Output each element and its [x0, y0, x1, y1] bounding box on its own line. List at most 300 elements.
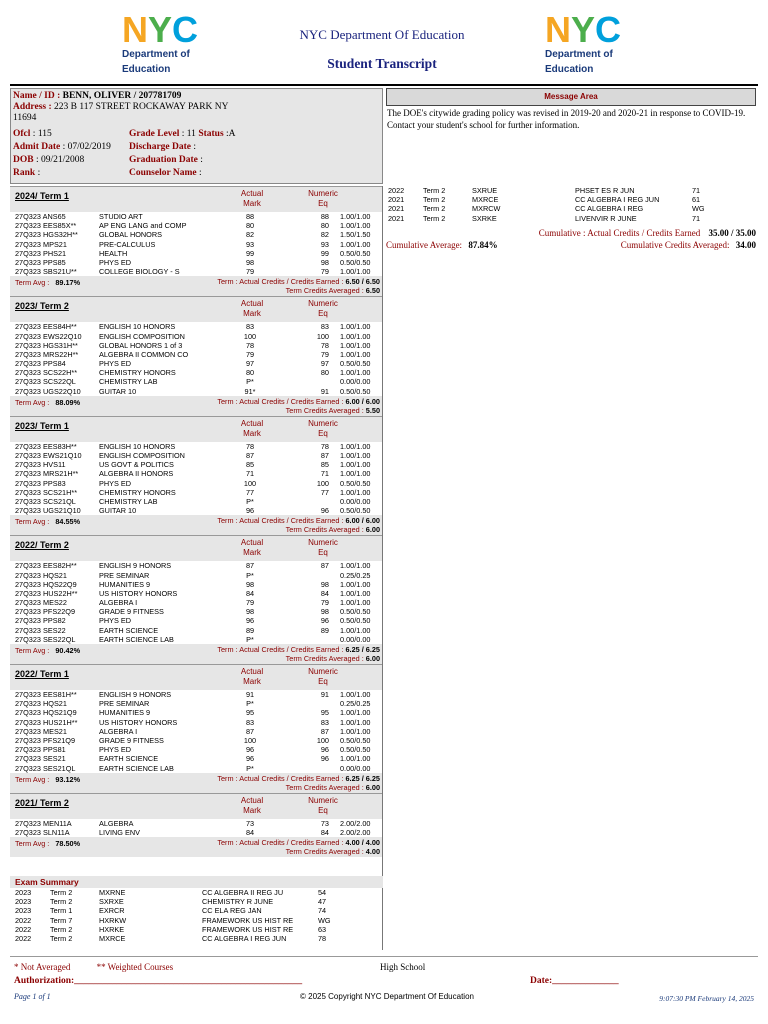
- course-eq: 83: [320, 322, 329, 332]
- course-title: GLOBAL HONORS 1 of 3: [99, 340, 183, 350]
- course-code: 27Q323 EES82H**: [15, 561, 77, 571]
- course-credits: 0.50/0.50: [340, 745, 371, 755]
- course-mark: 97: [245, 359, 255, 369]
- course-code: 27Q323 EES85X**: [15, 221, 77, 231]
- dob-label: DOB: [13, 155, 34, 165]
- exam-term: Term 7: [50, 915, 73, 925]
- course-code: 27Q323 SCS22H**: [15, 368, 78, 378]
- course-title: ENGLISH 9 HONORS: [99, 690, 172, 699]
- course-code: 27Q323 HGS32H**: [15, 230, 78, 240]
- exam-code: SXRXE: [99, 897, 124, 907]
- course-eq: 93: [320, 239, 329, 249]
- course-mark: 77: [245, 487, 255, 497]
- course-mark: 78: [245, 441, 255, 451]
- course-credits: 0.50/0.50: [340, 478, 371, 488]
- logo-dept-line2: Education: [545, 64, 594, 75]
- nyc-logo-letters: [122, 9, 208, 50]
- course-title: COLLEGE BIOLOGY - S: [99, 267, 180, 277]
- term-credits-line: [217, 645, 380, 654]
- course-eq: 100: [316, 735, 329, 745]
- course-row: [10, 497, 382, 506]
- course-title: PRE SEMINAR: [99, 699, 150, 709]
- course-row: [10, 230, 382, 239]
- term-credits: [217, 516, 380, 534]
- page-subtitle: Student Transcript: [327, 56, 437, 71]
- course-row: [10, 745, 382, 754]
- course-eq: 77: [320, 487, 329, 497]
- course-mark: 89: [245, 625, 255, 635]
- course-mark: 84: [245, 827, 255, 837]
- address-line1: 223 B 117 STREET ROCKAWAY PARK NY: [54, 102, 229, 112]
- exam-code: MXRCW: [472, 204, 501, 214]
- course-title: PHYS ED: [99, 616, 132, 626]
- course-credits: 0.50/0.50: [340, 607, 371, 617]
- term-averaged-label: Term Credits Averaged :: [285, 782, 364, 792]
- course-row: [10, 442, 382, 451]
- exam-year: 2022: [15, 933, 32, 943]
- right-exam-rows: [386, 186, 758, 223]
- authorization-line: Authorization:________________________________________________: [14, 976, 303, 986]
- course-mark: 80: [245, 368, 255, 378]
- actual-label: Actual: [240, 667, 264, 676]
- exam-code: MXRCE: [99, 933, 126, 943]
- course-code: 27Q323 PPS81: [15, 745, 66, 755]
- course-credits: 0.00/0.00: [340, 763, 371, 773]
- term-averaged-line: [217, 286, 380, 295]
- course-mark: 96: [245, 745, 255, 755]
- exam-year: 2022: [15, 915, 32, 925]
- course-credits: 0.00/0.00: [340, 377, 371, 387]
- course-mark: 96: [245, 754, 255, 764]
- course-eq: 99: [320, 248, 329, 258]
- course-code: 27Q323 SCS21QL: [15, 496, 76, 506]
- term-avg-label: Term Avg :: [15, 646, 50, 655]
- term-header: [10, 793, 382, 819]
- term-average: [15, 398, 80, 407]
- mark-label: Mark: [243, 199, 261, 208]
- cumulative-averaged-value: 34.00: [735, 240, 756, 250]
- term-footer: [10, 396, 382, 416]
- course-title: ENGLISH COMPOSITION: [99, 331, 185, 341]
- logo-letter-y: Y: [571, 9, 594, 50]
- course-row: [10, 387, 382, 396]
- course-code: 27Q323 PPS82: [15, 616, 66, 626]
- term-credits-label: Term : Actual Credits / Credits Earned :: [217, 645, 344, 654]
- course-eq: 80: [320, 221, 329, 231]
- term-avg-value: 89.17%: [55, 278, 81, 288]
- exam-description: PHSET ES R JUN: [575, 186, 635, 195]
- course-mark: P*: [246, 570, 254, 580]
- name-label: Name / ID: [13, 91, 55, 101]
- term-footer: [10, 837, 382, 857]
- course-row: [10, 754, 382, 763]
- exam-description: CC ALGEBRA I REG: [575, 204, 644, 214]
- exam-year: 2023: [15, 888, 32, 897]
- term-footer: [10, 644, 382, 664]
- copyright: © 2025 Copyright NYC Department Of Education: [300, 992, 474, 1001]
- cumulative-credits-label: Cumulative : Actual Credits / Credits Earned: [538, 228, 701, 238]
- course-code: 27Q323 PPS84: [15, 359, 66, 369]
- exam-description: FRAMEWORK US HIST RE: [202, 915, 294, 925]
- exam-description: FRAMEWORK US HIST RE: [202, 924, 294, 934]
- course-title: EARTH SCIENCE: [99, 754, 159, 764]
- exam-year: 2021: [388, 195, 405, 205]
- course-title: ENGLISH 10 HONORS: [99, 441, 176, 451]
- exam-summary: [10, 876, 383, 943]
- ofcl-label: Ofcl: [13, 129, 31, 139]
- course-credits: 1.00/1.00: [340, 588, 371, 598]
- term-credits-label: Term : Actual Credits / Credits Earned :: [217, 838, 344, 848]
- course-credits: 0.50/0.50: [340, 248, 371, 258]
- course-code: 27Q323 PFS22Q9: [15, 607, 76, 617]
- course-mark: 85: [245, 460, 255, 470]
- course-eq: 87: [320, 726, 329, 736]
- course-title: PHYS ED: [99, 745, 132, 755]
- course-row: [10, 727, 382, 736]
- grade-value: 11: [186, 129, 196, 139]
- course-mark: 93: [245, 239, 255, 249]
- counselor-row: Counselor Name :: [129, 168, 202, 178]
- course-eq: 79: [320, 349, 329, 359]
- course-eq: 89: [320, 625, 329, 635]
- exam-summary-rows: [10, 888, 383, 943]
- cumulative-averaged: [621, 240, 756, 250]
- message-line2: Contact your student's school for further information.: [387, 119, 580, 130]
- course-code: 27Q323 MES22: [15, 598, 67, 608]
- numeric-label: Numeric: [308, 795, 338, 805]
- term-header: [10, 664, 382, 690]
- course-title: EARTH SCIENCE LAB: [99, 763, 174, 773]
- exam-year: 2021: [388, 204, 405, 214]
- course-eq: 97: [320, 359, 329, 369]
- course-eq: 83: [320, 717, 329, 727]
- course-mark: 73: [245, 818, 255, 828]
- grade-label: Grade Level: [129, 129, 180, 139]
- course-eq: 82: [320, 230, 329, 240]
- exam-description: CC ALGEBRA I REG JUN: [202, 933, 287, 943]
- admit-row: Admit Date : 07/02/2019: [13, 142, 111, 152]
- course-mark: 100: [243, 331, 257, 341]
- course-mark: 87: [245, 451, 255, 460]
- course-credits: 1.00/1.00: [340, 690, 371, 699]
- actual-mark-header: [237, 667, 267, 687]
- weighted-note: ** Weighted Courses: [96, 962, 174, 972]
- course-row: [10, 377, 382, 386]
- actual-mark-header: [237, 299, 267, 319]
- message-line1: The DOE's citywide grading policy was revised in 2019-20 and 2020-21 in response to COVID-19.: [387, 108, 746, 118]
- term-header: [10, 416, 382, 442]
- course-code: 27Q323 UGS21Q10: [15, 506, 81, 516]
- term-credits-label: Term : Actual Credits / Credits Earned :: [217, 396, 344, 406]
- course-mark: 83: [245, 717, 255, 727]
- exam-year: 2022: [15, 924, 32, 934]
- course-row: [10, 322, 382, 331]
- course-eq: 71: [320, 469, 329, 479]
- mark-label: Mark: [243, 309, 261, 319]
- course-code: 27Q323 SES22QL: [15, 634, 76, 644]
- exam-term: Term 2: [423, 186, 446, 195]
- term-average: [15, 839, 80, 848]
- numeric-label: Numeric: [308, 667, 338, 676]
- course-eq: 85: [320, 460, 329, 470]
- term-footer: [10, 276, 382, 296]
- course-code: 27Q323 HQS21Q9: [15, 708, 77, 718]
- not-averaged-note: * Not Averaged: [14, 962, 71, 972]
- course-title: ENGLISH 9 HONORS: [99, 561, 172, 571]
- term-averaged-label: Term Credits Averaged :: [285, 525, 364, 535]
- course-code: 27Q323 SCS22QL: [15, 377, 76, 387]
- term-name: 2022/ Term 2: [15, 540, 69, 551]
- term-credits-value: 6.25 / 6.25: [345, 645, 380, 654]
- logo-letter-c: C: [172, 9, 197, 50]
- course-title: PHYS ED: [99, 359, 132, 369]
- term-header: [10, 535, 382, 561]
- term-avg-label: Term Avg :: [15, 397, 50, 407]
- logo-dept-line1: Department of: [545, 49, 613, 60]
- course-title: CHEMISTRY LAB: [99, 496, 158, 506]
- exam-term: Term 2: [50, 888, 73, 897]
- course-code: 27Q323 MES21: [15, 726, 67, 736]
- course-title: ALGEBRA: [99, 818, 134, 828]
- term-section: [10, 296, 382, 416]
- logo-dept-line2: Education: [122, 64, 171, 75]
- numeric-eq-header: [306, 667, 340, 687]
- course-eq: 98: [320, 579, 329, 589]
- exam-summary-title: Exam Summary: [10, 876, 383, 888]
- exam-term: Term 2: [50, 933, 73, 943]
- numeric-label: Numeric: [308, 299, 338, 309]
- term-averaged-line: [217, 783, 380, 792]
- cumulative-average: [386, 240, 498, 250]
- exam-score: 74: [318, 906, 327, 916]
- actual-label: Actual: [240, 538, 264, 548]
- exam-score: 61: [692, 195, 701, 205]
- course-row: [10, 699, 382, 708]
- course-credits: 0.50/0.50: [340, 506, 371, 516]
- logo-letter-c: C: [595, 9, 620, 50]
- exam-score: WG: [318, 915, 331, 925]
- student-info-box: [10, 88, 383, 184]
- term-averaged-line: [217, 654, 380, 663]
- course-credits: 0.50/0.50: [340, 359, 371, 369]
- course-eq: 88: [320, 212, 329, 221]
- term-credits: [217, 397, 380, 415]
- course-code: 27Q323 SES21QL: [15, 763, 76, 773]
- course-row: [10, 626, 382, 635]
- term-average: [15, 646, 80, 655]
- term-credits-value: 6.00 / 6.00: [345, 396, 380, 406]
- admit-label: Admit Date: [13, 142, 61, 152]
- course-row: [10, 488, 382, 497]
- course-credits: 1.00/1.00: [340, 726, 371, 736]
- course-mark: 96: [245, 506, 255, 516]
- term-averaged-value: 6.00: [365, 525, 380, 535]
- mark-label: Mark: [243, 548, 261, 558]
- term-section: [10, 793, 382, 857]
- actual-mark-header: [237, 538, 267, 558]
- term-averaged-value: 6.50: [365, 286, 380, 296]
- footer-divider: [10, 956, 758, 957]
- course-title: GRADE 9 FITNESS: [99, 607, 164, 617]
- course-eq: 95: [320, 708, 329, 718]
- course-title: GRADE 9 FITNESS: [99, 735, 164, 745]
- course-row: [10, 341, 382, 350]
- term-section: [10, 664, 382, 793]
- course-row: [10, 718, 382, 727]
- page-number: Page 1 of 1: [14, 992, 51, 1001]
- course-title: US GOVT & POLITICS: [99, 460, 174, 470]
- course-mark: P*: [246, 763, 254, 773]
- exam-term: Term 2: [423, 195, 446, 205]
- term-credits-line: [217, 774, 380, 783]
- status-label: Status: [198, 129, 224, 139]
- exam-score: 54: [318, 888, 327, 897]
- course-credits: 1.00/1.00: [340, 487, 371, 497]
- course-row: [10, 561, 382, 570]
- course-credits: 1.00/1.00: [340, 717, 371, 727]
- exam-year: 2021: [388, 213, 405, 223]
- course-row: [10, 258, 382, 267]
- course-credits: 1.00/1.00: [340, 754, 371, 764]
- message-area-body: [387, 108, 757, 131]
- term-average: [15, 278, 80, 287]
- course-mark: P*: [246, 699, 254, 709]
- term-average: [15, 517, 80, 526]
- exam-row: [386, 204, 758, 213]
- course-eq: 73: [320, 818, 329, 828]
- course-title: GUITAR 10: [99, 506, 137, 516]
- term-footer: [10, 773, 382, 793]
- term-credits-line: [217, 397, 380, 406]
- term-name: 2023/ Term 2: [15, 301, 69, 312]
- course-mark: 79: [245, 267, 255, 277]
- mark-label: Mark: [243, 428, 261, 438]
- course-credits: 0.00/0.00: [340, 496, 371, 506]
- course-mark: 91*: [244, 386, 256, 396]
- term-avg-label: Term Avg :: [15, 278, 50, 288]
- term-averaged-value: 6.00: [365, 782, 380, 792]
- course-title: GUITAR 10: [99, 386, 137, 396]
- course-credits: 1.00/1.00: [340, 368, 371, 378]
- actual-mark-header: [237, 419, 267, 439]
- term-credits-label: Term : Actual Credits / Credits Earned :: [217, 516, 344, 526]
- term-avg-label: Term Avg :: [15, 517, 50, 527]
- course-title: ALGEBRA II HONORS: [99, 469, 174, 479]
- course-mark: 98: [245, 257, 255, 267]
- course-mark: 100: [243, 735, 257, 745]
- course-credits: 2.00/2.00: [340, 827, 371, 837]
- course-credits: 0.50/0.50: [340, 386, 371, 396]
- course-title: US HISTORY HONORS: [99, 717, 178, 727]
- exam-row: [10, 897, 383, 906]
- exam-code: EXRCR: [99, 906, 125, 916]
- course-credits: 1.00/1.00: [340, 239, 371, 249]
- numeric-eq-header: [306, 796, 340, 816]
- exam-year: 2023: [15, 897, 32, 907]
- course-title: ALGEBRA II COMMON CO: [99, 349, 189, 359]
- term-averaged-label: Term Credits Averaged :: [285, 654, 364, 663]
- term-credits: [217, 277, 380, 295]
- exam-term: Term 2: [50, 897, 73, 907]
- high-school-label: High School: [380, 962, 426, 972]
- term-name: 2022/ Term 1: [15, 669, 69, 679]
- course-eq: 100: [316, 478, 329, 488]
- course-row: [10, 479, 382, 488]
- course-row: [10, 267, 382, 276]
- exam-row: [386, 214, 758, 223]
- exam-description: CHEMISTRY R JUNE: [202, 897, 274, 907]
- exam-term: Term 2: [423, 213, 446, 223]
- course-code: 27Q323 ANS65: [15, 212, 66, 221]
- cumulative-credits-value: 35.00 / 35.00: [708, 228, 756, 238]
- admit-value: 07/02/2019: [67, 142, 111, 152]
- course-code: 27Q323 HUS21H**: [15, 717, 78, 727]
- ofcl-row: Ofcl : 115: [13, 129, 52, 139]
- course-code: 27Q323 SES22: [15, 625, 66, 635]
- course-title: EARTH SCIENCE LAB: [99, 634, 174, 644]
- course-code: 27Q323 EWS22Q10: [15, 331, 82, 341]
- course-title: PRE SEMINAR: [99, 570, 150, 580]
- course-row: [10, 240, 382, 249]
- rank-label: Rank: [13, 168, 36, 178]
- actual-label: Actual: [240, 418, 264, 428]
- numeric-eq-header: [306, 538, 340, 558]
- eq-label: Eq: [318, 677, 328, 686]
- exam-term: Term 1: [50, 906, 73, 916]
- exam-row: [10, 888, 383, 897]
- course-credits: 1.00/1.00: [340, 267, 371, 277]
- course-row: [10, 249, 382, 258]
- course-eq: 96: [320, 745, 329, 755]
- course-code: 27Q323 HQS22Q9: [15, 579, 77, 589]
- terms-column: [10, 186, 383, 950]
- exam-code: MXRNE: [99, 888, 126, 897]
- course-credits: 1.00/1.00: [340, 221, 371, 231]
- actual-mark-header: [237, 189, 267, 209]
- counselor-label: Counselor Name: [129, 168, 197, 178]
- course-title: HUMANITIES 9: [99, 579, 151, 589]
- course-eq: 91: [320, 386, 329, 396]
- course-row: [10, 451, 382, 460]
- actual-label: Actual: [240, 189, 264, 198]
- course-mark: 80: [245, 221, 255, 231]
- course-code: 27Q323 MEN11A: [15, 818, 72, 828]
- course-mark: 95: [245, 708, 255, 718]
- exam-score: 78: [318, 933, 327, 943]
- course-row: [10, 332, 382, 341]
- course-title: ENGLISH 10 HONORS: [99, 322, 176, 332]
- course-row: [10, 764, 382, 773]
- logo-letter-n: N: [122, 9, 146, 50]
- actual-label: Actual: [240, 795, 264, 805]
- course-code: 27Q323 HQS21: [15, 699, 67, 709]
- term-avg-label: Term Avg :: [15, 839, 50, 849]
- course-code: 27Q323 PPS83: [15, 478, 66, 488]
- course-code: 27Q323 UGS22Q10: [15, 386, 81, 396]
- course-title: CHEMISTRY HONORS: [99, 487, 176, 497]
- nyc-doe-logo-left: [122, 9, 208, 75]
- term-credits-line: [217, 516, 380, 525]
- term-averaged-label: Term Credits Averaged :: [285, 286, 364, 296]
- course-code: 27Q323 PPS85: [15, 257, 66, 267]
- term-averaged-line: [217, 406, 380, 415]
- course-mark: 82: [245, 230, 255, 240]
- course-mark: P*: [246, 634, 254, 644]
- term-credits-label: Term : Actual Credits / Credits Earned :: [217, 773, 344, 783]
- term-average: [15, 775, 80, 784]
- course-row: [10, 616, 382, 625]
- term-credits: [217, 774, 380, 792]
